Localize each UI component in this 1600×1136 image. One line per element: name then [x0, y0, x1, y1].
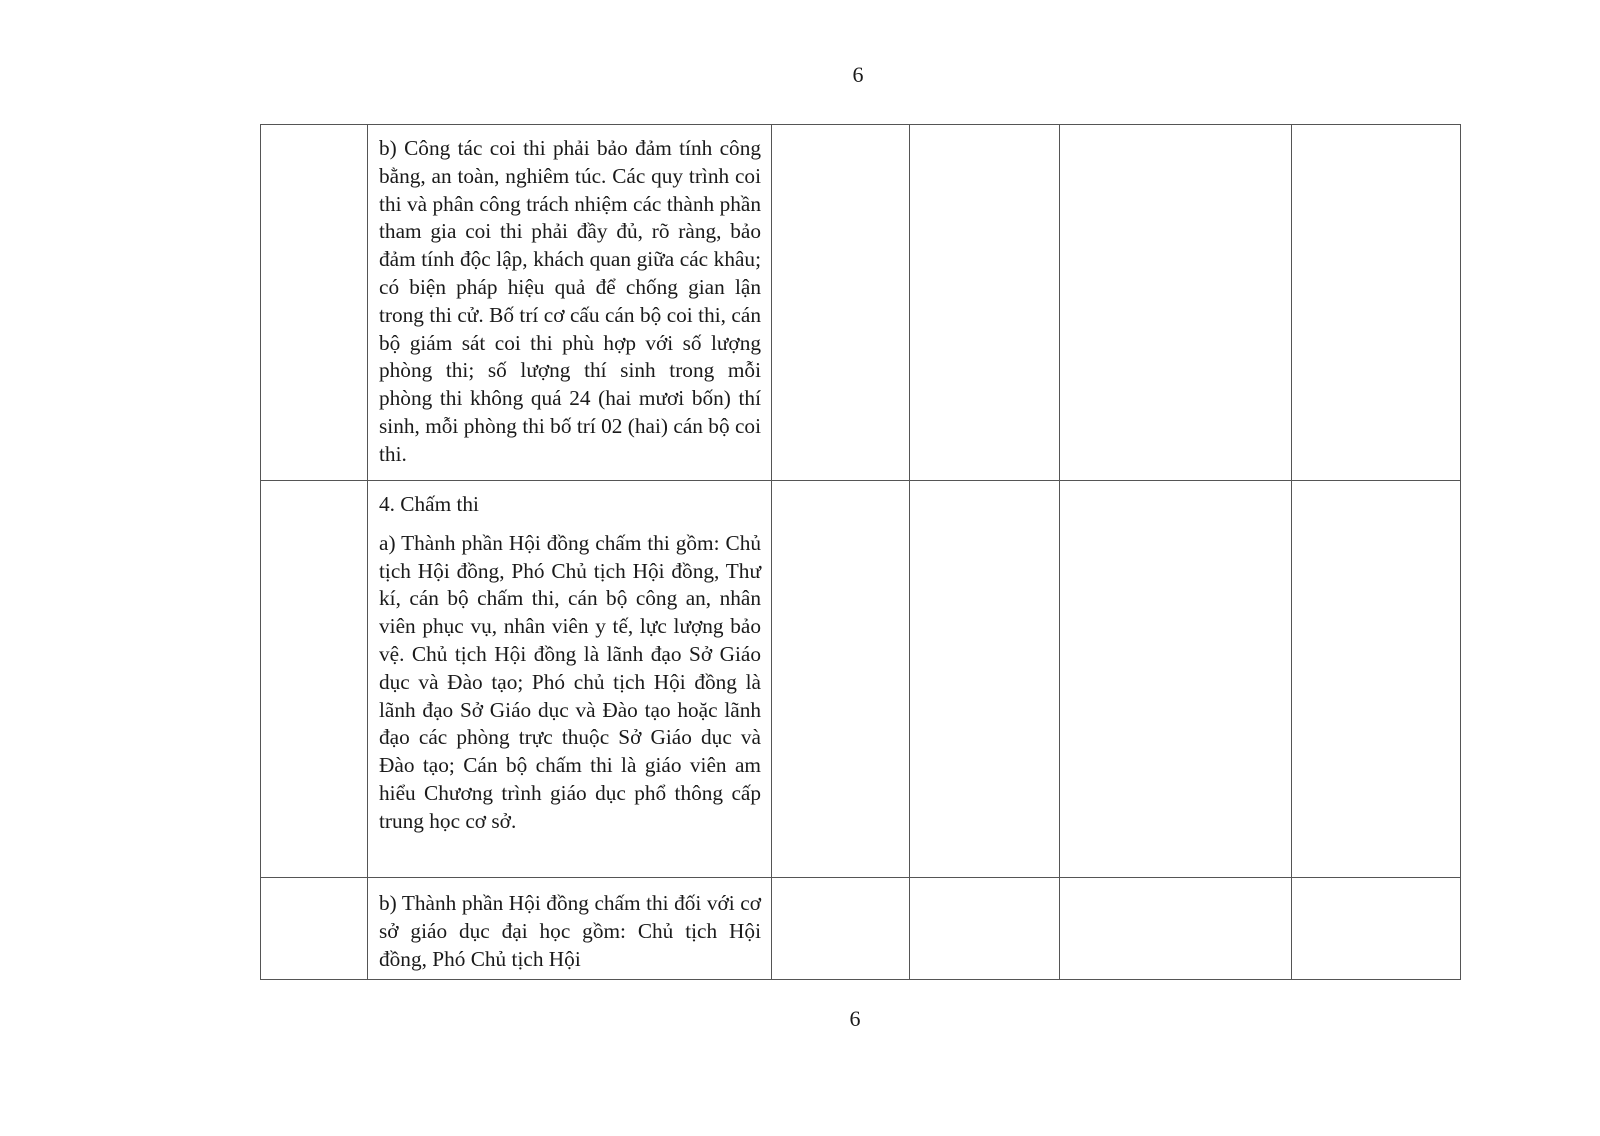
table-cell-empty: [1060, 878, 1292, 980]
table-cell-empty: [1060, 481, 1292, 878]
table-cell-empty: [910, 878, 1060, 980]
table-cell-empty: [910, 481, 1060, 878]
table-cell-empty: [261, 878, 368, 980]
paragraph: a) Thành phần Hội đồng chấm thi gồm: Chủ tịch Hội đồng, Phó Chủ tịch Hội đồng, Thư kí, cán bộ chấm thi, cán bộ công an, nhân viên phục vụ, nhân viên y tế, lực lượng bảo vệ. Chủ tịch Hội đồng là lãnh đạo Sở Giáo dục và Đào tạo; Phó chủ tịch Hội đồng là lãnh đạo Sở Giáo dục và Đào tạo hoặc lãnh đạo các phòng trực thuộc Sở Giáo dục và Đào tạo; Cán bộ chấm thi là giáo viên am hiểu Chương trình giáo dục phổ thông cấp trung học cơ sở.: [379, 530, 761, 833]
paragraph: b) Công tác coi thi phải bảo đảm tính công bằng, an toàn, nghiêm túc. Các quy trình coi thi và phân công trách nhiệm các thành phần tham gia coi thi phải đầy đủ, rõ ràng, bảo đảm tính độc lập, khách quan giữa các khâu; có biện pháp hiệu quả để chống gian lận trong thi cử. Bố trí cơ cấu cán bộ coi thi, cán bộ giám sát coi thi phù hợp với số lượng phòng thi; số lượng thí sinh trong mỗi phòng thi không quá 24 (hai mươi bốn) thí sinh, mỗi phòng thi bố trí 02 (hai) cán bộ coi thi.: [379, 136, 761, 466]
table-row: [261, 481, 1461, 878]
table-cell-empty: [772, 481, 910, 878]
page-number-top: 6: [852, 62, 864, 87]
document-table: [260, 124, 1461, 980]
table-cell-empty: [1292, 878, 1461, 980]
table-cell-empty: [910, 125, 1060, 481]
table-row: [261, 878, 1461, 980]
table-cell-content: [368, 125, 772, 481]
paragraph: b) Thành phần Hội đồng chấm thi đối với cơ sở giáo dục đại học gồm: Chủ tịch Hội đồng, Phó Chủ tịch Hội: [379, 891, 761, 971]
table-cell-empty: [772, 878, 910, 980]
table-cell-empty: [1292, 481, 1461, 878]
table-cell-empty: [772, 125, 910, 481]
table-cell-content: [368, 878, 772, 980]
table-row: [261, 125, 1461, 481]
table-cell-empty: [261, 481, 368, 878]
page-number-bottom: 6: [849, 1006, 861, 1031]
section-heading: 4. Chấm thi: [379, 492, 479, 516]
table-cell-empty: [261, 125, 368, 481]
table-cell-empty: [1292, 125, 1461, 481]
table-cell-empty: [1060, 125, 1292, 481]
table-cell-content: [368, 481, 772, 878]
